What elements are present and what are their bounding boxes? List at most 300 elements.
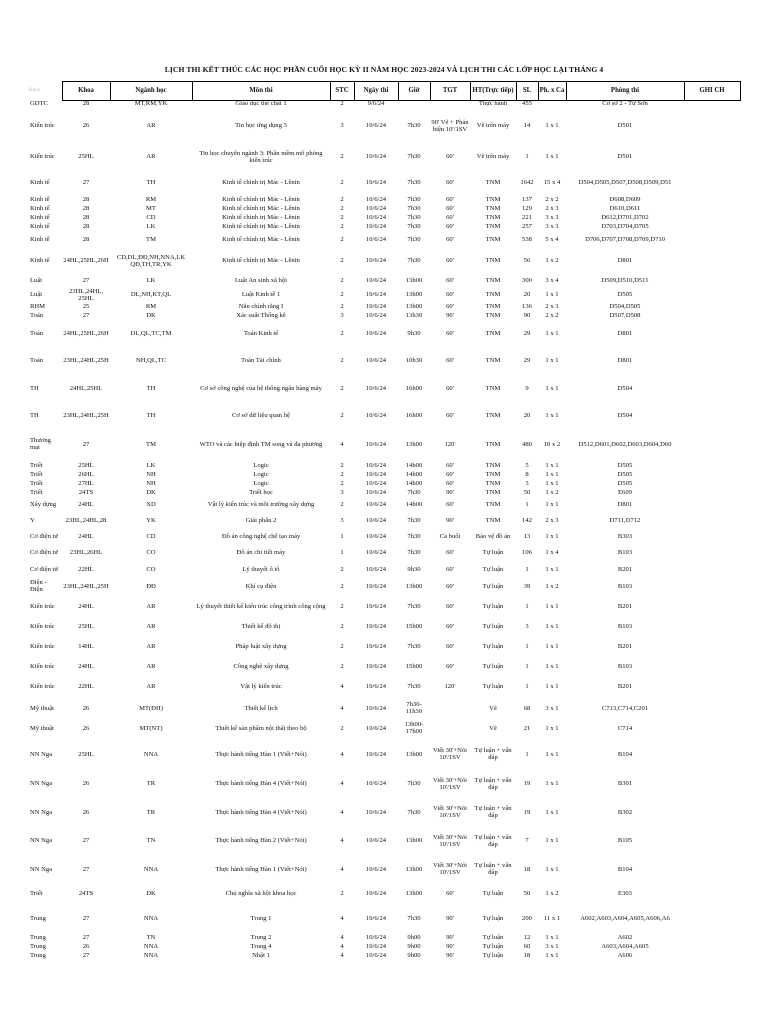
table-cell: 28 — [82, 222, 90, 230]
table-cell — [684, 934, 740, 943]
table-cell: 3 x 1 — [545, 942, 559, 950]
header-row — [28, 82, 740, 101]
table-cell: TNM — [485, 470, 501, 478]
table-cell: Vật lý kiến trúc — [240, 683, 282, 691]
table-cell: 10/6/24 — [365, 122, 387, 130]
table-cell: 13h00 — [405, 277, 423, 285]
table-row — [28, 205, 740, 214]
table-row — [28, 952, 740, 961]
column-header: HT(Trực tiếp) — [470, 82, 516, 101]
table-cell: 1 x 1 — [545, 411, 559, 419]
table-cell: 10/6/24 — [365, 565, 387, 573]
table-cell: TNM — [485, 516, 501, 524]
table-cell: 4 — [340, 914, 344, 922]
table-cell: 60' — [446, 663, 454, 671]
table-cell: 1 x 1 — [545, 780, 559, 788]
table-cell: WTO và các hiệp định TM song và đa phương — [199, 440, 323, 448]
table-cell: 10/6/24 — [365, 204, 387, 212]
table-cell: 2 — [340, 565, 344, 573]
table-cell: 1 x 1 — [545, 461, 559, 469]
table-cell: 480 — [522, 440, 532, 448]
table-cell: 14h00 — [405, 470, 423, 478]
table-cell: 20 — [523, 411, 531, 419]
table-cell: 60' — [446, 235, 454, 243]
table-cell: DK — [146, 890, 156, 898]
table-cell — [684, 289, 740, 303]
table-cell: 7h30 — [407, 122, 421, 130]
table-row — [28, 620, 740, 636]
table-cell: NNA — [143, 865, 159, 873]
table-cell: TNM — [485, 488, 501, 496]
table-cell — [684, 771, 740, 799]
table-cell: AR — [146, 623, 156, 631]
table-row — [28, 101, 740, 109]
table-cell: 26 — [82, 122, 90, 130]
table-cell: 68 — [523, 704, 531, 712]
column-header: STC — [330, 82, 354, 101]
table-cell: AR — [146, 122, 156, 130]
table-cell: Kiến trúc — [30, 122, 55, 130]
table-cell: TR — [146, 780, 156, 788]
table-cell: 106 — [522, 549, 532, 557]
table-cell: Mỹ thuật — [30, 704, 54, 712]
table-cell: 10/6/24 — [365, 195, 387, 203]
table-cell: 3 — [340, 516, 344, 524]
table-cell: CO — [146, 549, 156, 557]
table-cell: D501 — [617, 122, 633, 130]
table-cell — [684, 214, 740, 223]
table-cell: 7h30 — [407, 178, 421, 186]
table-cell: D504,D505,D507,D508,D509,D51 — [578, 178, 672, 186]
table-cell: 29 — [523, 357, 531, 365]
column-header: Môn thi — [192, 82, 330, 101]
table-cell: 23HL,24HL,25H — [63, 357, 109, 365]
table-cell: 27 — [82, 865, 90, 873]
table-cell: 1 x 1 — [545, 470, 559, 478]
table-cell: D612,D701,D702 — [601, 213, 649, 221]
table-cell: D507,D508 — [609, 311, 641, 319]
table-cell: B303 — [617, 533, 633, 541]
table-cell: TNM — [485, 385, 501, 393]
table-cell: D504,D505 — [609, 302, 641, 310]
table-cell: 2 — [340, 479, 344, 487]
table-cell: 4 — [340, 865, 344, 873]
table-cell: Tin học ứng dụng 3 — [235, 122, 287, 130]
table-cell: D801 — [617, 357, 633, 365]
table-cell: 1 x 1 — [545, 623, 559, 631]
table-cell — [430, 719, 470, 740]
table-cell: 60' — [446, 257, 454, 265]
table-cell: 25HL — [78, 623, 94, 631]
table-cell: 1 — [525, 500, 529, 508]
table-cell: MT — [146, 204, 156, 212]
table-cell: D610,D611 — [609, 204, 641, 212]
table-cell: D505 — [617, 461, 633, 469]
table-cell: 26HL — [78, 470, 94, 478]
table-row — [28, 171, 740, 196]
table-cell: Kiến trúc — [30, 153, 55, 161]
table-cell: 9 — [525, 385, 529, 393]
table-cell: 142 — [522, 516, 532, 524]
table-cell: 7h30 — [407, 222, 421, 230]
table-cell: 60' — [446, 153, 454, 161]
table-cell: E609 — [618, 488, 632, 496]
table-cell — [538, 101, 566, 109]
table-cell: D711,D712 — [609, 516, 641, 524]
table-cell: 1 — [340, 549, 344, 557]
table-cell: Toán — [30, 357, 44, 365]
table-cell — [684, 462, 740, 471]
table-cell: 27 — [82, 837, 90, 845]
table-cell: Công nghệ xây dựng — [233, 663, 289, 671]
table-cell: ĐĐ — [146, 582, 156, 590]
table-cell: Tự luận — [482, 683, 504, 691]
column-header: Ngày thi — [354, 82, 398, 101]
table-cell: TNM — [485, 500, 501, 508]
table-cell: D505 — [617, 470, 633, 478]
table-cell: 300 — [522, 277, 532, 285]
table-cell: 20 — [523, 291, 531, 299]
table-cell: 60' — [446, 222, 454, 230]
table-cell: 60' — [446, 603, 454, 611]
table-cell: NH — [146, 479, 156, 487]
table-cell: 1 x 1 — [545, 933, 559, 941]
table-row — [28, 828, 740, 856]
table-cell: Triết — [30, 890, 43, 898]
table-cell: 10/6/24 — [365, 890, 387, 898]
table-cell: DL,QL,TC,TM — [130, 329, 172, 337]
table-cell — [684, 312, 740, 321]
table-cell: Triết — [30, 479, 43, 487]
table-cell: 3 x 4 — [545, 277, 559, 285]
table-cell: 10/6/24 — [365, 533, 387, 541]
page-title: LỊCH THI KẾT THÚC CÁC HỌC PHẦN CUỐI HỌC KỲ II NĂM HỌC 2023-2024 VÀ LỊCH THI CÁC LỚP HỌC LẠI THÁNG 4 — [164, 65, 604, 74]
table-cell: 1 — [525, 750, 529, 758]
table-cell: Kinh tế — [30, 213, 50, 221]
table-cell: 2 — [340, 153, 344, 161]
table-cell: 28 — [82, 235, 90, 243]
table-row — [28, 376, 740, 404]
table-cell: Giáo dục thể chất 1 — [235, 100, 287, 108]
table-cell: 2 — [340, 178, 344, 186]
table-cell: 28 — [82, 213, 90, 221]
table-cell: 4 — [340, 942, 344, 950]
table-cell: 2 x 3 — [545, 516, 559, 524]
table-cell: 538 — [522, 235, 532, 243]
table-cell: Xác suất Thống kê — [236, 311, 286, 319]
table-cell: 2 — [340, 890, 344, 898]
table-cell: Kinh tế chính trị Mác - Lênin — [222, 195, 300, 203]
table-cell: 10/6/24 — [365, 704, 387, 712]
table-cell: 25HL — [78, 750, 94, 758]
table-cell: 27 — [82, 311, 90, 319]
table-cell — [684, 943, 740, 952]
table-cell: TH — [146, 385, 156, 393]
table-cell: 3 — [340, 311, 344, 319]
table-row — [28, 498, 740, 513]
table-cell: 90' — [446, 914, 454, 922]
table-cell: 39 — [523, 582, 531, 590]
table-cell: Viết 30'+Nói 10'/1SV — [433, 776, 467, 791]
table-cell: 13h00 — [405, 865, 423, 873]
table-cell: C713,C714,C201 — [601, 704, 649, 712]
table-cell: 3 x 3 — [545, 222, 559, 230]
table-cell: 10/6/24 — [365, 357, 387, 365]
table-cell: 3 — [340, 122, 344, 130]
table-row — [28, 856, 740, 885]
table-cell: 3 — [340, 488, 344, 496]
table-cell: 60' — [446, 479, 454, 487]
table-row — [28, 596, 740, 620]
table-cell — [684, 952, 740, 961]
table-cell: D504 — [617, 385, 633, 393]
table-row — [28, 546, 740, 562]
table-cell: B103 — [617, 582, 633, 590]
table-cell: 1 x 1 — [545, 808, 559, 816]
table-cell: Tự luận — [482, 951, 504, 959]
table-cell: Kinh tế — [30, 257, 50, 265]
table-cell: 10/6/24 — [365, 724, 387, 732]
table-cell: 2 — [340, 222, 344, 230]
table-cell: 60' — [446, 329, 454, 337]
table-cell: 137 — [522, 195, 532, 203]
table-cell: 10/6/24 — [365, 329, 387, 337]
table-cell: TNM — [485, 479, 501, 487]
table-cell: Kiến trúc — [30, 623, 55, 631]
table-cell: 28 — [82, 204, 90, 212]
table-cell: 10/6/24 — [365, 257, 387, 265]
table-cell — [684, 579, 740, 596]
table-cell: CD — [146, 533, 156, 541]
table-cell: Thực hành tiếng Hàn 4 (Viết+Nói) — [215, 808, 307, 816]
column-header: Ph. x Ca — [538, 82, 566, 101]
table-cell: D706,D707,D708,D709,D710 — [585, 235, 665, 243]
table-cell: 7h30 — [407, 683, 421, 691]
table-cell: 24HL — [78, 500, 94, 508]
table-cell: TN — [146, 837, 156, 845]
table-cell: 23HL,24HL,25H — [63, 411, 109, 419]
table-cell: RHM — [30, 302, 46, 310]
table-cell: 1 x 1 — [545, 683, 559, 691]
table-cell: 2 — [340, 724, 344, 732]
table-cell: 1 x 1 — [545, 837, 559, 845]
table-cell: 19 — [523, 808, 531, 816]
table-cell: 10 x 2 — [543, 440, 561, 448]
table-cell: 60' — [446, 643, 454, 651]
table-cell: 60' — [446, 549, 454, 557]
table-row — [28, 530, 740, 546]
table-cell: Logic — [253, 479, 269, 487]
table-cell: 2 — [340, 385, 344, 393]
table-cell: 13h00 — [405, 750, 423, 758]
table-cell: 14h00 — [405, 479, 423, 487]
table-cell: Kinh tế — [30, 204, 50, 212]
table-row — [28, 249, 740, 275]
table-cell: Kiến trúc — [30, 663, 55, 671]
table-cell: Kinh tế chính trị Mác - Lênin — [222, 204, 300, 212]
table-cell: DK — [146, 488, 156, 496]
table-cell: DL,NH,KT,QL — [130, 291, 172, 299]
table-cell: TNM — [485, 357, 501, 365]
table-cell: 10/6/24 — [365, 914, 387, 922]
table-cell — [684, 905, 740, 934]
table-row — [28, 943, 740, 952]
table-cell: NH — [146, 470, 156, 478]
table-cell: 10/6/24 — [365, 411, 387, 419]
table-cell: LK — [146, 277, 156, 285]
table-cell: 60' — [446, 470, 454, 478]
table-cell: 13h00 — [405, 582, 423, 590]
table-cell: 10/6/24 — [365, 663, 387, 671]
table-cell: 7h30 — [407, 195, 421, 203]
table-cell: 90 — [523, 311, 531, 319]
table-cell: 2 — [340, 357, 344, 365]
table-cell: 7h30 — [407, 808, 421, 816]
table-cell: Kinh tế — [30, 235, 50, 243]
table-cell: 1 x 1 — [545, 500, 559, 508]
table-cell: 1 — [340, 533, 344, 541]
table-cell: 14HL — [78, 643, 94, 651]
table-cell: 3 x 3 — [545, 213, 559, 221]
table-cell: Thực hành tiếng Hàn 1 (Viết+Nói) — [215, 750, 307, 758]
table-row — [28, 579, 740, 596]
table-cell: Vẽ trên máy — [476, 122, 510, 130]
table-cell: 2 — [340, 582, 344, 590]
table-cell — [430, 101, 470, 109]
table-cell: D703,D704,D705 — [601, 222, 649, 230]
table-cell: TNM — [485, 222, 501, 230]
table-row — [28, 404, 740, 429]
table-cell: Nhật 1 — [252, 951, 270, 959]
table-cell: 10/6/24 — [365, 933, 387, 941]
table-cell — [684, 196, 740, 205]
table-cell: 16h00 — [405, 411, 423, 419]
table-cell: 8 — [525, 470, 529, 478]
table-cell — [684, 471, 740, 480]
table-cell: A602,A603,A604,A605,A606,A6 — [580, 914, 670, 922]
table-cell: 7h30 — [407, 488, 421, 496]
table-cell: 13h00 — [405, 837, 423, 845]
table-cell — [684, 828, 740, 856]
table-cell: Giải phẫu 2 — [245, 516, 277, 524]
table-cell — [684, 429, 740, 462]
table-cell: 1 — [525, 565, 529, 573]
table-row — [28, 562, 740, 579]
table-cell: 60' — [446, 357, 454, 365]
table-cell: 10h30 — [405, 357, 423, 365]
table-cell: Tin học chuyên ngành 3: Phần mềm mô phỏng kiến trúc — [199, 149, 323, 164]
table-cell: 60' — [446, 500, 454, 508]
table-cell: 2 — [340, 461, 344, 469]
table-cell — [684, 719, 740, 740]
table-cell: 2 — [340, 500, 344, 508]
table-cell: Viết 30'+Nói 10'/1SV — [433, 747, 467, 761]
table-cell: 14h00 — [405, 500, 423, 508]
table-cell: TR — [146, 808, 156, 816]
table-cell: 1 x 1 — [545, 603, 559, 611]
table-cell: 24TS — [78, 488, 94, 496]
table-cell: 7h30 — [407, 516, 421, 524]
table-cell: Trung — [30, 951, 46, 959]
table-cell: TNM — [485, 329, 501, 337]
table-cell: 24HL — [78, 603, 94, 611]
table-row — [28, 471, 740, 480]
table-cell: 136 — [522, 302, 532, 310]
table-cell: Toán — [30, 311, 44, 319]
table-cell: 10/6/24 — [365, 865, 387, 873]
table-cell: 10/6/24 — [365, 222, 387, 230]
table-cell: 9/6/24 — [367, 100, 385, 108]
table-cell: 10/6/24 — [365, 582, 387, 590]
table-cell: 18 — [523, 865, 531, 873]
table-cell: 2 — [340, 235, 344, 243]
table-cell: 24HL,25HL,26H — [63, 329, 109, 337]
table-cell — [684, 856, 740, 885]
table-cell: 50 — [523, 890, 531, 898]
column-header: Ngành học — [110, 82, 192, 101]
table-cell: 15 x 4 — [543, 178, 561, 186]
table-cell: Tự luận + vấn đáp — [474, 747, 512, 761]
column-header: Phòng thi — [566, 82, 684, 101]
table-cell — [684, 171, 740, 196]
table-cell: 1 — [525, 683, 529, 691]
table-cell: Tự luận — [482, 663, 504, 671]
table-cell: NN Nga — [30, 865, 53, 873]
table-cell: 2 x 2 — [545, 311, 559, 319]
table-cell: 13h00 — [405, 440, 423, 448]
table-cell: 24HL,25HL — [69, 385, 103, 393]
table-cell: 14h00 — [405, 461, 423, 469]
table-cell: TN — [146, 933, 156, 941]
table-row — [28, 740, 740, 771]
table-cell — [684, 109, 740, 145]
table-cell: Lý thuyết thiết kế kiến trúc công trình công cộng — [196, 603, 326, 611]
table-cell: Tự luận — [482, 603, 504, 611]
table-cell: 10/6/24 — [365, 750, 387, 758]
table-cell: 23HL,24HL,28 — [65, 516, 107, 524]
table-cell: C714 — [617, 724, 633, 732]
table-cell — [684, 145, 740, 171]
table-cell: B201 — [617, 565, 633, 573]
table-cell: 10/6/24 — [365, 623, 387, 631]
table-cell: Kiến trúc — [30, 603, 55, 611]
table-cell: Thiết kế lịch — [244, 704, 278, 712]
table-cell: NH,QL,TC — [135, 357, 167, 365]
table-cell: 26 — [82, 724, 90, 732]
table-cell: D505 — [617, 291, 633, 299]
table-cell: Viết 30'+Nói 10'/1SV — [433, 833, 467, 848]
table-cell: 24HL,25HL,26H — [63, 257, 109, 265]
table-cell: 10/6/24 — [365, 440, 387, 448]
table-cell: 10/6/24 — [365, 277, 387, 285]
table-cell: TM — [146, 440, 156, 448]
table-cell: Khí cụ điện — [245, 582, 277, 590]
table-cell: TNM — [485, 257, 501, 265]
table-cell — [684, 596, 740, 620]
table-cell: 29 — [523, 329, 531, 337]
table-cell: 1 x 1 — [545, 865, 559, 873]
table-cell: Cơ sở công nghệ của hệ thống ngân hàng máy — [200, 385, 322, 393]
table-cell: 27 — [82, 178, 90, 186]
table-cell: TNM — [485, 235, 501, 243]
table-cell: 26 — [82, 942, 90, 950]
table-cell: RM — [145, 302, 157, 310]
table-cell: 2 — [340, 277, 344, 285]
table-cell: D505 — [617, 479, 633, 487]
table-cell: Điện - Điện — [30, 579, 47, 593]
table-cell: 1 x 1 — [545, 750, 559, 758]
table-cell — [684, 530, 740, 546]
